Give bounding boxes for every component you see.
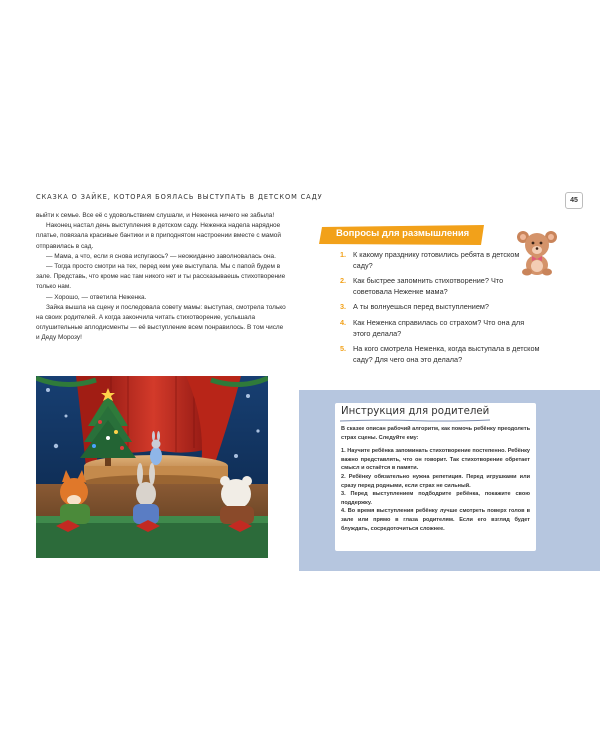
running-title: СКАЗКА О ЗАЙКЕ, КОТОРАЯ БОЯЛАСЬ ВЫСТУПАТЬ В ДЕТСКОМ САДУ: [36, 193, 323, 201]
questions-heading-text: Вопросы для размышления: [336, 228, 470, 239]
parents-step: 4. Во время выступления ребёнку лучше смотреть поверх голов в зале или прямо в глаза родителям. Если его взгляд будет блуждать, сосредоточиться сложнее.: [341, 508, 530, 532]
page-number: 45: [565, 192, 583, 209]
question-number: 1.: [340, 250, 347, 259]
question-number: 5.: [340, 344, 347, 354]
question-item: [340, 302, 540, 313]
question-item: [340, 276, 540, 297]
questions-list: [340, 250, 540, 365]
question-number: 4.: [340, 317, 347, 327]
question-number: 3.: [340, 302, 347, 312]
story-paragraph: Зайка вышла на сцену и последовала совету мамы: выступая, смотрела только на своих родителей. А когда закончила читать стихотворение, услышала оглушительные аплодисменты — её выступление всем понравилось. В том числе и Деду Морозу!: [36, 303, 286, 342]
story-paragraph: Наконец настал день выступления в детском саду. Неженка надела нарядное платье, повязала красивые бантики и в приподнятом настроении вместе с мамой отправилась в сад.: [36, 222, 281, 250]
parents-title: Инструкция для родителей: [341, 406, 490, 417]
question-number: 2.: [340, 276, 347, 286]
story-paragraph: выйти к семье. Все её с удовольствием слушали, и Неженка ничего не забыла!: [36, 212, 275, 219]
question-text: На кого смотрела Неженка, когда выступала в детском саду? Для чего она это делала?: [353, 344, 540, 364]
question-item: [340, 344, 540, 365]
story-paragraph: — Хорошо, — ответила Неженка.: [46, 293, 147, 301]
question-item: [340, 250, 540, 271]
question-text: К какому празднику готовились ребята в детском саду?: [353, 250, 520, 270]
title-underline: [340, 419, 490, 422]
story-paragraph: — Мама, а что, если я снова испугаюсь? — неожиданно заволновалась она.: [46, 252, 276, 260]
questions-heading: [318, 224, 488, 246]
parents-step: 3. Перед выступлением подбодрите ребёнка, покажите свою поддержку.: [341, 491, 530, 506]
parents-step: 1. Научите ребёнка запоминать стихотворение постепенно. Ребёнку важно представлять, что он говорит. Так стихотворение обретает смысл и остаётся в памяти.: [341, 448, 530, 472]
parents-intro: В сказке описан рабочий алгоритм, как помочь ребёнку преодолеть страх сцены. Следуйте ему:: [341, 426, 530, 441]
question-text: А ты волнуешься перед выступлением?: [353, 302, 489, 312]
parents-instructions: [341, 425, 530, 533]
stage-illustration: [36, 376, 268, 558]
stage-scene-image: [36, 376, 268, 558]
parents-step: 2. Ребёнку обязательно нужна репетиция. Перед игрушками или сразу перед родными, если страх не сильный.: [341, 473, 530, 489]
question-item: [340, 318, 540, 339]
question-text: Как быстрее запомнить стихотворение? Что советовала Неженке мама?: [353, 276, 504, 296]
question-text: Как Неженка справилась со страхом? Что она для этого делала?: [353, 317, 525, 338]
story-text: [36, 211, 286, 344]
story-paragraph: — Тогда просто смотри на тех, перед кем уже выступала. Мы с папой будем в зале. Представь, что кроме нас там никого нет и ты рассказываешь стихотворение только нам.: [36, 263, 286, 291]
